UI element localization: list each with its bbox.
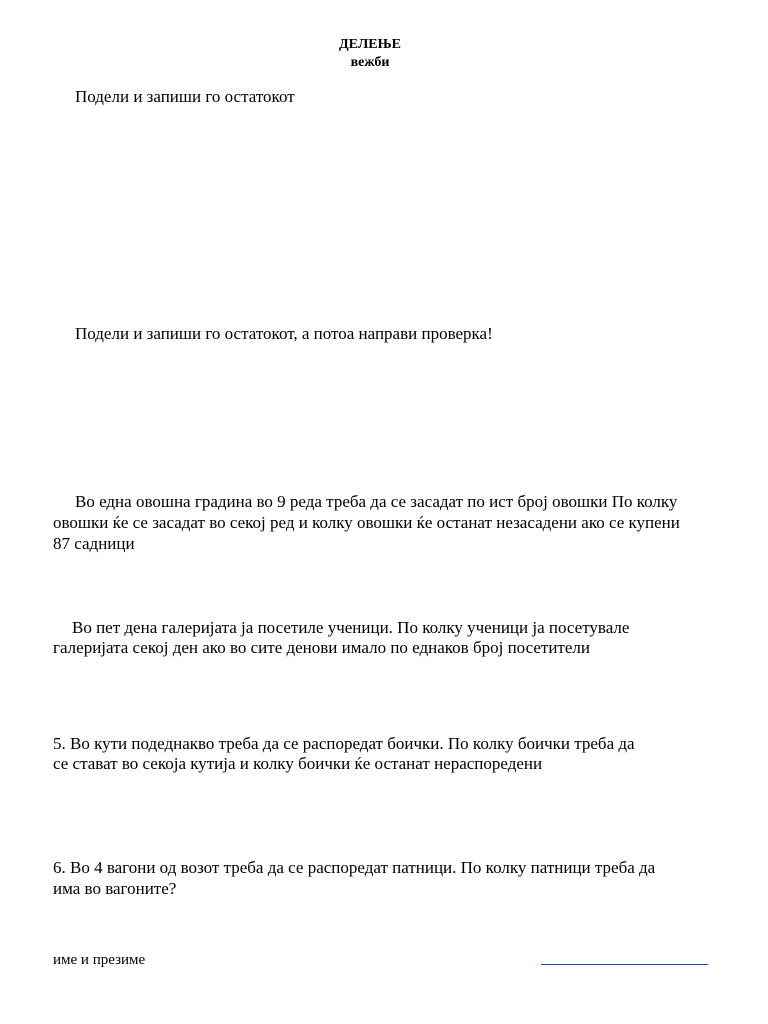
task-1-instruction: Подели и запиши го остатокот: [75, 87, 295, 106]
name-signature-line[interactable]: [541, 964, 708, 965]
page-subtitle: вежби: [350, 55, 390, 70]
task-3-line-1: Во една овошна градина во 9 реда треба да се засадат по ист број овошки По колку: [75, 492, 678, 511]
task-5-line-1: 5. Во кути подеднакво треба да се распоредат боички. По колку боички треба да: [53, 734, 635, 753]
task-6-line-2: има во вагоните?: [53, 879, 177, 898]
task-3-line-2: овошки ќе се засадат во секој ред и колку овошки ќе останат незасадени ако се купени: [53, 513, 680, 532]
task-2-instruction: Подели и запиши го остатокот, а потоа направи проверка!: [75, 324, 493, 343]
name-label: име и презиме: [53, 952, 146, 968]
task-4-line-1: Во пет дена галеријата ја посетиле ученици. По колку ученици ја посетувале: [72, 618, 630, 637]
task-5-line-2: се стават во секоја кутија и колку боички ќе останат нераспоредени: [53, 754, 543, 773]
page-title: ДЕЛЕЊЕ: [339, 37, 401, 52]
task-6-line-1: 6. Во 4 вагони од возот треба да се распоредат патници. По колку патници треба да: [53, 858, 656, 877]
task-4-line-2: галеријата секој ден ако во сите денови имало по еднаков број посетители: [53, 638, 590, 657]
task-3-line-3: 87 садници: [53, 534, 135, 553]
